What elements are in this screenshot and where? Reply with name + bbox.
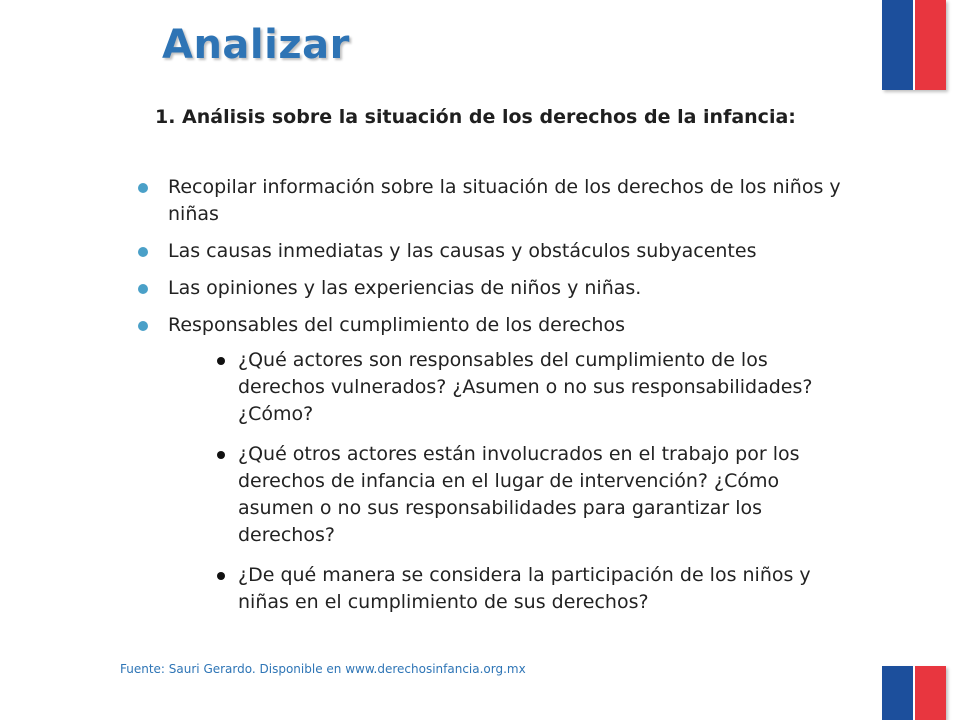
bullet-item [134,174,854,228]
sub-bullet-item [204,441,854,549]
flag-decoration-bottom [882,666,946,720]
slide-title: Analizar [162,22,350,68]
bullet-item [134,238,854,265]
bullet-dot [138,284,148,294]
bullet-list-container [134,174,854,629]
sub-bullet-dot [217,451,225,459]
sub-bullet-dot [217,572,225,580]
sub-bullet-item [204,347,854,428]
bullet-item [134,312,854,616]
bullet-text: Las opiniones y las experiencias de niños y niñas. [168,277,642,299]
sub-bullet-item [204,562,854,616]
flag-red-stripe [915,666,946,720]
flag-decoration-top [882,0,946,90]
bullet-text: Recopilar información sobre la situación de los derechos de los niños y niñas [168,176,841,225]
sub-bullet-list [204,347,854,616]
sub-bullet-dot [217,357,225,365]
sub-bullet-text: ¿Qué otros actores están involucrados en el trabajo por los derechos de infancia en el lugar de intervención? ¿Cómo asumen o no sus responsabilidades para garantizar los derechos? [238,443,800,546]
bullet-dot [138,247,148,257]
source-citation: Fuente: Sauri Gerardo. Disponible en www.derechosinfancia.org.mx [120,662,526,676]
bullet-list [134,174,854,616]
bullet-dot [138,183,148,193]
sub-bullet-text: ¿Qué actores son responsables del cumplimiento de los derechos vulnerados? ¿Asumen o no sus responsabilidades? ¿Cómo? [238,349,813,425]
flag-red-stripe [915,0,946,90]
flag-blue-stripe [882,0,913,90]
bullet-text: Las causas inmediatas y las causas y obstáculos subyacentes [168,240,757,262]
sub-bullet-text: ¿De qué manera se considera la participación de los niños y niñas en el cumplimiento de sus derechos? [238,564,811,613]
slide-subtitle: 1. Análisis sobre la situación de los derechos de la infancia: [155,106,796,128]
bullet-text: Responsables del cumplimiento de los derechos [168,314,625,336]
bullet-dot [138,321,148,331]
flag-blue-stripe [882,666,913,720]
bullet-item [134,275,854,302]
